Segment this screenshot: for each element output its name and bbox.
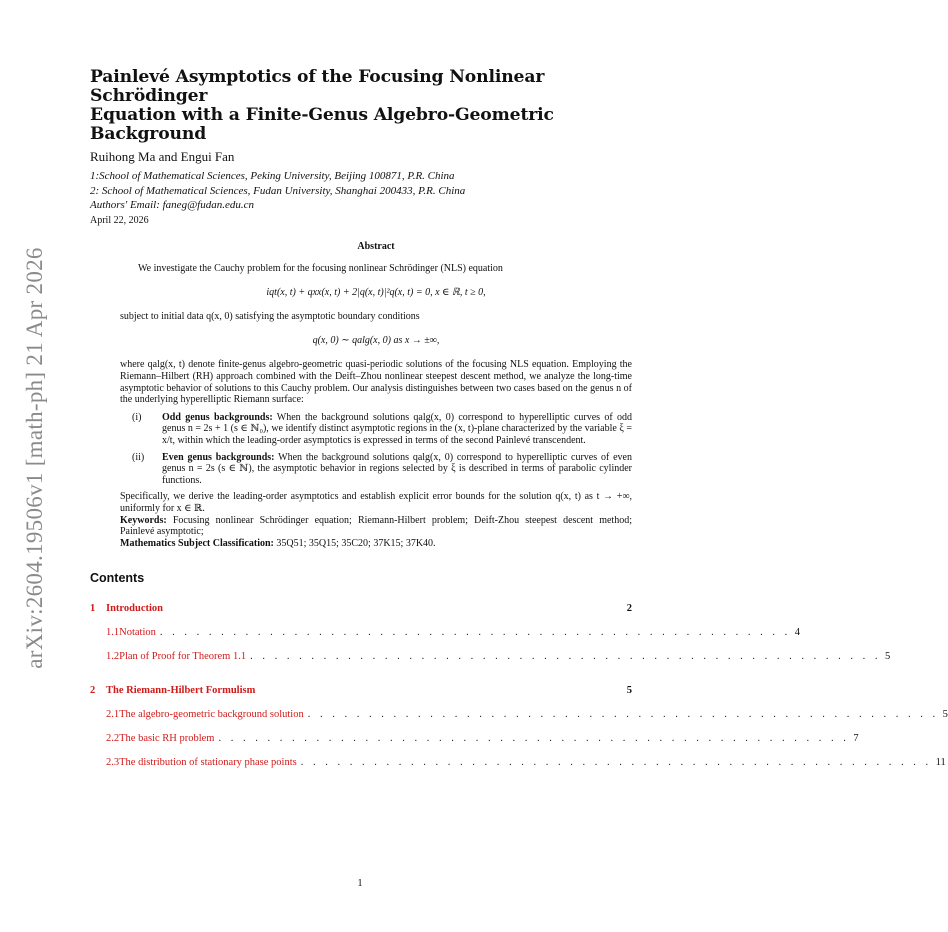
msc-label: Mathematics Subject Classification: [120,537,274,549]
toc-title: The Riemann-Hilbert Formulism [106,685,256,697]
abstract-heading: Abstract [357,240,395,252]
toc-subsection-2-2[interactable] [90,733,859,757]
genus-cases-list [120,412,632,487]
toc-dot-leader: . . . . . . . . . . . . . . . . . . . . . . . . . . . . . . . . . . . . . . . . . . . . . . . . . . . . [300,757,932,769]
toc-dot-leader: . . . . . . . . . . . . . . . . . . . . . . . . . . . . . . . . . . . . . . . . . . . . . . . . . . . . [218,733,850,745]
msc-text: 35Q51; 35Q15; 35C20; 37K15; 37K40. [276,537,436,549]
keywords [120,515,632,538]
author-email: Authors' Email: faneg@fudan.edu.cn [90,199,255,211]
msc-classification [120,538,632,550]
toc-title: Plan of Proof for Theorem 1.1 [119,651,247,663]
toc-number: 2.3 [106,757,120,769]
toc-dot-leader: . . . . . . . . . . . . . . . . . . . . . . . . . . . . . . . . . . . . . . . . . . . . . . . . . . . . [307,709,939,721]
affiliations [90,169,632,213]
arxiv-identifier[interactable]: arXiv:2604.19506v1 [math-ph] 21 Apr 2026 [22,247,47,669]
case-odd-genus [120,412,632,447]
toc-title: The distribution of stationary phase points [119,757,297,769]
toc-subsection-1-2[interactable] [90,651,891,675]
contents-heading: Contents [90,571,145,586]
toc-dot-leader: . . . . . . . . . . . . . . . . . . . . . . . . . . . . . . . . . . . . . . . . . . . . . . . . . . . . [250,651,881,663]
case-text: When the background solutions qalg(x, 0) correspond to hyperelliptic curves of even genus n = 2s (s ∈ ℕ), the asymptotic behavior in regions selected by ξ is described in terms of parabolic cylinder functions. [162,451,632,486]
paper-date: April 22, 2026 [90,214,149,226]
toc-title: Notation [119,627,156,639]
toc-number: 1.1 [106,627,120,639]
toc-dot-leader: . . . . . . . . . . . . . . . . . . . . . . . . . . . . . . . . . . . . . . . . . . . . . . . . . . . . [159,627,791,639]
toc-number: 2 [90,685,96,697]
authors: Ruihong Ma and Engui Fan [90,149,235,164]
toc-subsection-2-3[interactable] [90,757,946,781]
case-text: When the background solutions qalg(x, 0) correspond to hyperelliptic curves of odd genus n = 2s + 1 (s ∈ ℕ₀), we identify distinct asymptotic regions in the (x, t)-plane characterized by the variable ξ = x/t, within which the leading-order asymptotics is expressed in terms of the second Painlevé transcendent. [162,411,632,447]
toc-page: 2 [626,603,632,615]
toc-title: The basic RH problem [119,733,215,745]
toc-page: 5 [942,709,948,721]
toc-title: Introduction [106,603,163,615]
case-number: (i) [132,411,142,423]
case-even-genus [120,452,632,487]
toc-page: 11 [935,757,946,769]
page-number: 1 [357,878,363,889]
table-of-contents [90,603,948,781]
title-line-1: Painlevé Asymptotics of the Focusing Nonlinear Schrödinger [90,67,545,106]
keywords-label: Keywords: [120,514,167,526]
case-label: Odd genus backgrounds: [162,411,273,423]
toc-number: 2.2 [106,733,120,745]
boundary-condition-equation: q(x, 0) ∼ qalg(x, 0) as x → ±∞, [312,334,440,346]
toc-page: 5 [626,685,632,697]
toc-page: 7 [853,733,859,745]
abstract [120,241,632,550]
affiliation-2: 2: School of Mathematical Sciences, Fudan University, Shanghai 200433, P.R. China [90,184,466,197]
toc-page: 4 [794,627,800,639]
toc-number: 1 [90,603,96,615]
toc-title: The algebro-geometric background solution [119,709,304,721]
case-number: (ii) [132,451,145,463]
toc-subsection-2-1[interactable] [90,709,948,733]
keywords-text: Focusing nonlinear Schrödinger equation; Riemann-Hilbert problem; Deift-Zhou steepest descent method; Painlevé asymptotic; [120,514,632,538]
abstract-body: where qalg(x, t) denote finite-genus algebro-geometric quasi-periodic solutions of the focusing NLS equation. Employing the Riemann–Hilbert (RH) approach combined with the Deift–Zhou nonlinear steepest descent method, we analyze the long-time asymptotic behavior of solutions to this Cauchy problem. Our analysis distinguishes between two cases based on the genus n of the underlying hyperelliptic Riemann surface: [120,359,632,406]
toc-number: 1.2 [106,651,120,663]
paper-title [90,68,632,144]
affiliation-1: 1:School of Mathematical Sciences, Peking University, Beijing 100871, P.R. China [90,170,455,182]
toc-number: 2.1 [106,709,120,721]
case-label: Even genus backgrounds: [162,451,275,463]
arxiv-sidebar [22,248,48,668]
abstract-conclusion: Specifically, we derive the leading-order asymptotics and establish explicit error bounds for the solution q(x, t) as t → +∞, uniformly for x ∈ ℝ. [120,491,632,514]
nls-equation: iqt(x, t) + qxx(x, t) + 2|q(x, t)|²q(x, t) = 0, x ∈ ℝ, t ≥ 0, [266,286,486,298]
toc-section-2[interactable] [90,685,632,709]
title-line-2: Equation with a Finite-Genus Algebro-Geometric Background [90,105,554,144]
abstract-intro: We investigate the Cauchy problem for the focusing nonlinear Schrödinger (NLS) equation [138,263,503,275]
toc-page: 5 [884,651,891,663]
toc-section-1[interactable] [90,603,632,627]
toc-subsection-1-1[interactable] [90,627,800,651]
initial-data-text: subject to initial data q(x, 0) satisfying the asymptotic boundary conditions [120,311,420,323]
paper-page [90,67,948,781]
